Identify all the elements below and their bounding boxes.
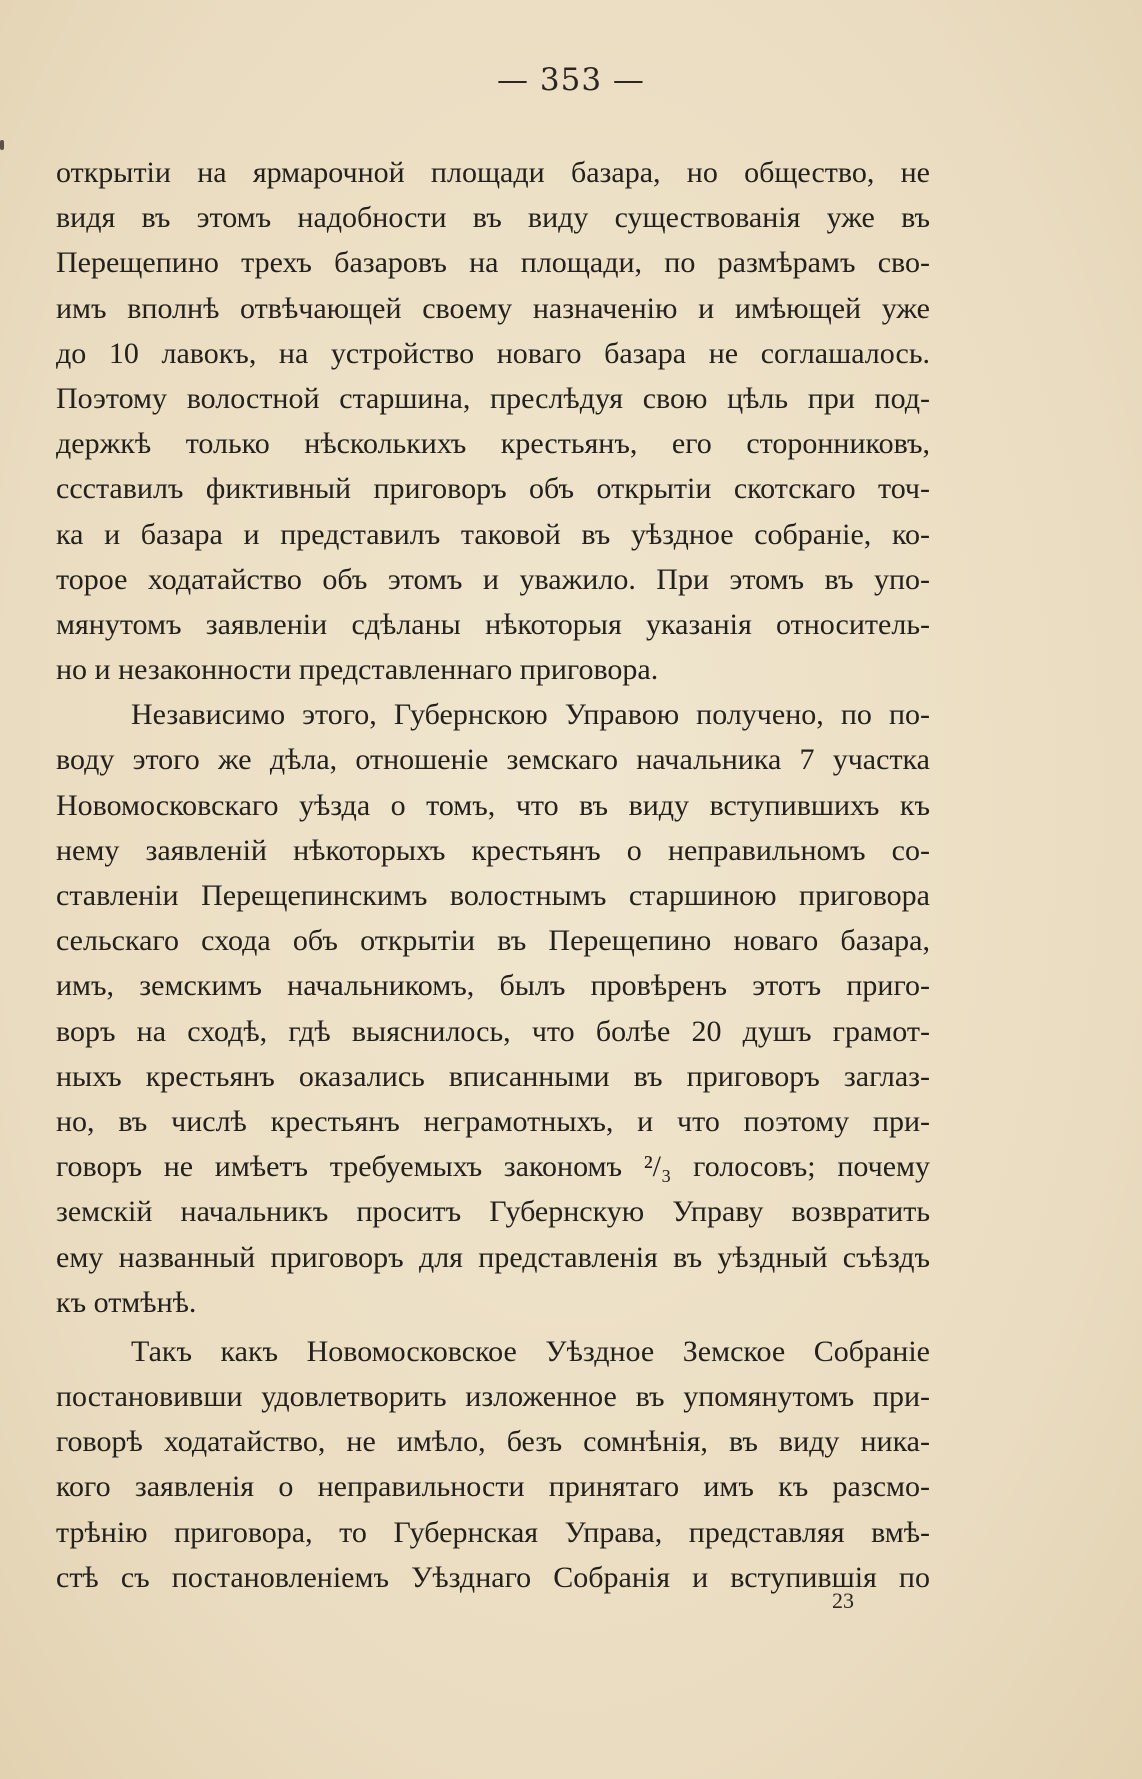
text-line: открытіи на ярмарочной площади базара, но общество, не: [56, 156, 930, 189]
text-line: ка и базара и представилъ таковой въ уѣздное собраніе, ко-: [56, 517, 930, 551]
text-line: торое ходатайство объ этомъ и уважило. При этомъ въ упо-: [56, 562, 930, 596]
text-line: говорѣ ходатайство, не имѣло, безъ сомнѣнія, въ виду ника-: [56, 1425, 930, 1459]
text-line: ссставилъ фиктивный приговоръ объ открытіи скотскаго точ-: [56, 472, 930, 506]
text-line: говоръ не имѣетъ требуемыхъ закономъ ²/₃ голосовъ; почему: [56, 1150, 930, 1184]
text-line: ему названный приговоръ для представленія въ уѣздный съѣздъ: [56, 1240, 930, 1274]
text-line: мянутомъ заявленіи сдѣланы нѣкоторыя указанія относитель-: [56, 607, 930, 641]
text-line: имъ, земскимъ начальникомъ, былъ провѣренъ этотъ приго-: [56, 969, 930, 1003]
text-line: кого заявленія о неправильности принятаго имъ къ разсмо-: [56, 1470, 930, 1504]
page-number: — 353 —: [497, 62, 645, 98]
text-line: сельскаго схода объ открытіи въ Перещепино новаго базара,: [56, 924, 930, 958]
body-text: [56, 150, 930, 1600]
text-line: стѣ съ постановленіемъ Уѣзднаго Собранія и вступившія по: [56, 1560, 930, 1594]
text-line: воръ на сходѣ, гдѣ выяснилось, что болѣе 20 душъ грамот-: [56, 1014, 930, 1048]
text-line: ныхъ крестьянъ оказались вписанными въ приговоръ заглаз-: [56, 1059, 930, 1093]
margin-mark: [0, 140, 4, 150]
text-line: держкѣ только нѣсколькихъ крестьянъ, его сторонниковъ,: [56, 427, 930, 461]
text-line: Перещепино трехъ базаровъ на площади, по размѣрамъ сво-: [56, 246, 930, 280]
text-line: трѣнію приговора, то Губернская Управа, представляя вмѣ-: [56, 1515, 930, 1549]
text-line: но и незаконности представленнаго приговора.: [56, 653, 659, 687]
text-line: Новомосковскаго уѣзда о томъ, что въ виду вступившихъ къ: [56, 788, 930, 822]
text-line: ставленіи Перещепинскимъ волостнымъ старшиною приговора: [56, 879, 930, 912]
text-line: къ отмѣнѣ.: [56, 1285, 197, 1319]
signature-mark: 23: [832, 1588, 854, 1613]
text-line: Независимо этого, Губернскою Управою получено, по по-: [131, 698, 930, 732]
text-line: воду этого же дѣла, отношеніе земскаго начальника 7 участка: [56, 743, 930, 777]
text-line: земскій начальникъ проситъ Губернскую Управу возвратить: [56, 1195, 930, 1229]
text-line: Такъ какъ Новомосковское Уѣздное Земское Собраніе: [131, 1334, 930, 1368]
text-line: Поэтому волостной старшина, преслѣдуя свою цѣль при под-: [56, 381, 930, 415]
text-line: до 10 лавокъ, на устройство новаго базара не соглашалось.: [56, 336, 930, 370]
text-line: видя въ этомъ надобности въ виду существованія уже въ: [56, 201, 930, 235]
text-line: имъ вполнѣ отвѣчающей своему назначенію и имѣющей уже: [56, 291, 930, 325]
text-line: нему заявленій нѣкоторыхъ крестьянъ о неправильномъ со-: [56, 833, 930, 867]
text-line: но, въ числѣ крестьянъ неграмотныхъ, и что поэтому при-: [56, 1104, 930, 1138]
text-line: постановивши удовлетворить изложенное въ упомянутомъ при-: [56, 1380, 930, 1414]
